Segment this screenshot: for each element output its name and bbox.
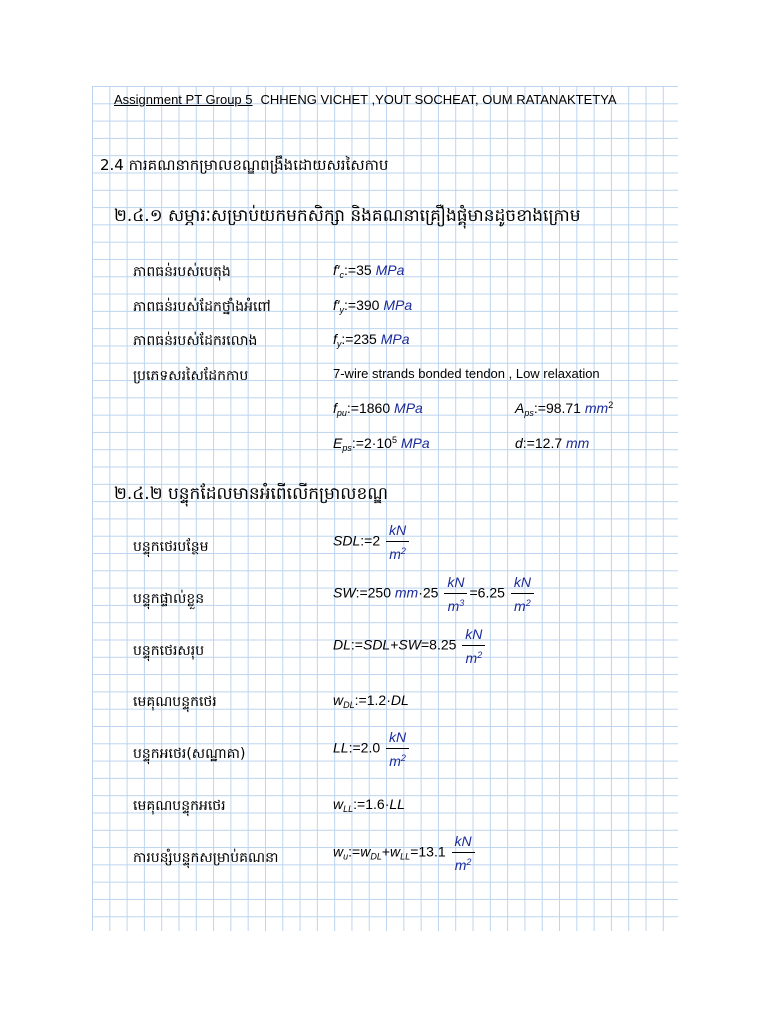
label-fc: ភាពធន់របស់បេតុង [133, 264, 231, 280]
eq-eps: $E_{ps}:=2\cdot 10^5$ MPa [333, 435, 430, 453]
section-title: 2.4 ការគណនាកម្រាលខណ្ឌពង្រឹងដោយសរសៃកាប [100, 156, 389, 174]
eq-sw: SW:=250 mm·25 $\frac{kN}{m^3}$ =6.25 $\frac{kN}{m^2}$ [333, 574, 536, 614]
label-fy2: ភាពធន់របស់ដែករលោង [133, 333, 258, 349]
subsection-1: ២.៤.១ សម្ភារៈសម្រាប់យកមកសិក្សា និងគណនាគ្រឿងផ្គុំមានដូចខាងក្រោម [114, 206, 581, 226]
header [114, 92, 617, 107]
eq-sdl: SDL:=2 $\frac{kN}{m^2}$ [333, 522, 411, 562]
eq-d: d:=12.7 mm [515, 435, 590, 451]
eq-fpu: $f_{pu}:=1860$ MPa [333, 400, 423, 418]
label-wdl: មេគុណបន្ទុកថេរ [133, 694, 217, 710]
eq-fc: $f'_c:=35$ MPa [333, 262, 405, 280]
label-sdl: បន្ទុកថេរបន្ថែម [133, 539, 209, 555]
eq-ll: LL:=2.0 $\frac{kN}{m^2}$ [333, 729, 411, 769]
subsection-2: ២.៤.២ បន្ទុកដែលមានអំពើលើកម្រាលខណ្ឌ [114, 484, 389, 504]
label-strand: ប្រភេទសរសៃដែកកាប [133, 368, 249, 384]
eq-fy1: $f'_y:=390$ MPa [333, 297, 413, 315]
label-dl: បន្ទុកថេរសរុប [133, 643, 205, 659]
eq-fy2: $f_y:=235$ MPa [333, 331, 410, 349]
assignment-title: Assignment PT Group 5 [114, 92, 253, 107]
eq-wu: $w_u:=w_{DL}+w_{LL}=13.1$ $\frac{kN}{m^2}$ [333, 833, 477, 873]
label-wll: មេគុណបន្ទុកអថេរ [133, 798, 226, 814]
eq-aps: $A_{ps}:=98.71$ $mm^2$ [515, 400, 614, 418]
eq-wll: $w_{LL}:=1.6\cdot LL$ [333, 796, 405, 814]
label-ll: បន្ទុកអថេរ(សណ្ឋាគា) [133, 746, 246, 762]
label-sw: បន្ទុកផ្ទាល់ខ្លួន [133, 591, 205, 607]
members: CHHENG VICHET ,YOUT SOCHEAT, OUM RATANAKTETYA [260, 92, 617, 107]
strand-desc: 7-wire strands bonded tendon , Low relaxation [333, 366, 600, 381]
eq-wdl: $w_{DL}:=1.2\cdot DL$ [333, 692, 409, 710]
label-wu: ការបន្សំបន្ទុកសម្រាប់គណនា [133, 850, 279, 866]
eq-dl: DL:=SDL+SW=8.25 $\frac{kN}{m^2}$ [333, 626, 487, 666]
label-fy1: ភាពធន់របស់ដែកថ្នាំងអំពៅ [133, 299, 271, 315]
